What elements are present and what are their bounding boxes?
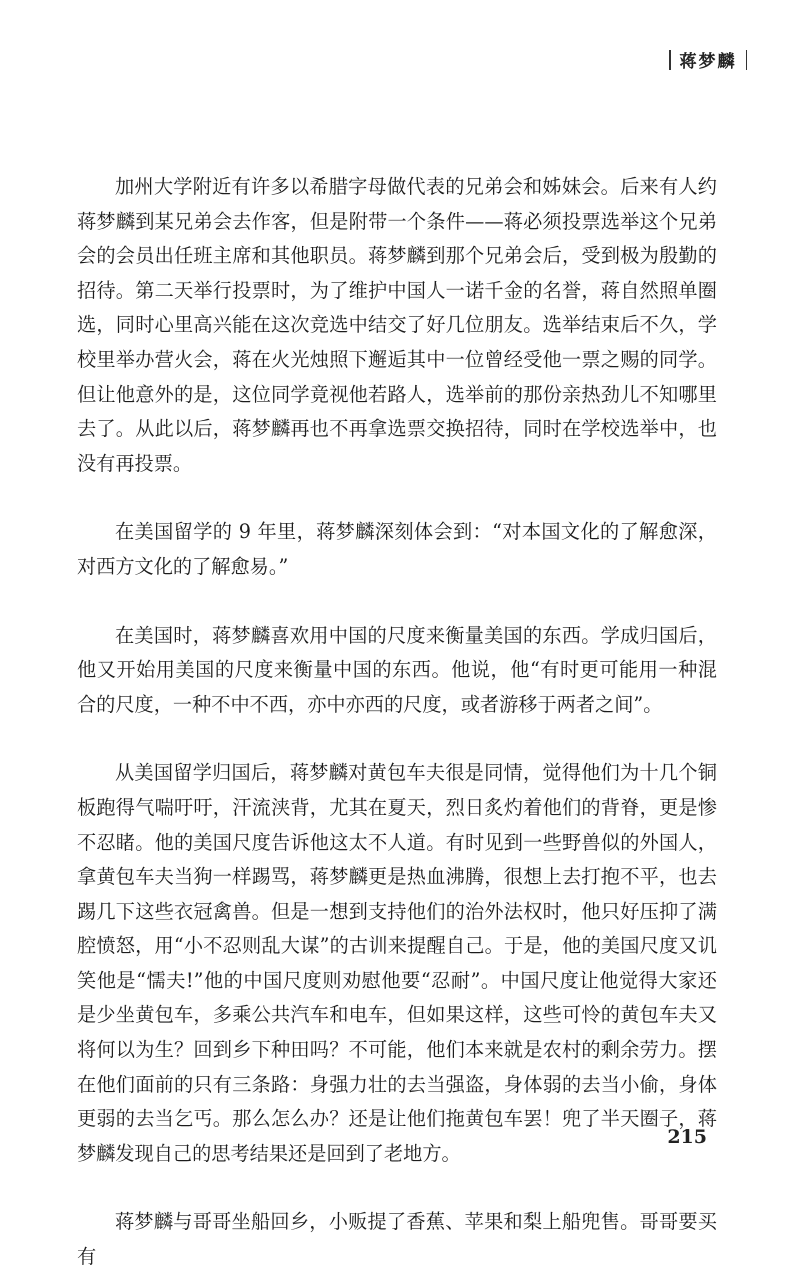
running-header — [660, 47, 756, 72]
header-left-rule — [669, 50, 671, 70]
body-text — [77, 170, 717, 1275]
paragraph-measuring-standards: 在美国时，蒋梦麟喜欢用中国的尺度来衡量美国的东西。学成归国后，他又开始用美国的尺度来衡量中国的东西。他说，他“有时更可能用一种混合的尺度，一种不中不西，亦中亦西的尺度，或者游移于两者之间”。 — [77, 623, 717, 716]
paragraph-rickshaw-pullers: 从美国留学归国后，蒋梦麟对黄包车夫很是同情，觉得他们为十几个铜板跑得气喘吁吁，汗流浃背，尤其在夏天，烈日炙灼着他们的背脊，更是惨不忍睹。他的美国尺度告诉他这太不人道。有时见到一些野兽似的外国人，拿黄包车夫当狗一样踢骂，蒋梦麟更是热血沸腾，很想上去打抱不平，也去踢几下这些衣冠禽兽。但是一想到支持他们的治外法权时，他只好压抑了满腔愤怒，用“小不忍则乱大谋”的古训来提醒自己。于是，他的美国尺度又讥笑他是“懦夫!”他的中国尺度则劝慰他要“忍耐”。中国尺度让他觉得大家还是少坐黄包车，多乘公共汽车和电车，但如果这样，这些可怜的黄包车夫又将何以为生？回到乡下种田吗？不可能，他们本来就是农村的剩余劳力。摆在他们面前的只有三条路：身强力壮的去当强盗，身体弱的去当小偷，身体更弱的去当乞丐。那么怎么办？还是让他们拖黄包车罢！兜了半天圈子，蒋梦麟发现自己的思考结果还是回到了老地方。 — [77, 761, 717, 1165]
paragraph-culture-insight: 在美国留学的 9 年里，蒋梦麟深刻体会到：“对本国文化的了解愈深，对西方文化的了解愈易。” — [77, 520, 717, 578]
paragraph-fraternity-election: 加州大学附近有许多以希腊字母做代表的兄弟会和姊妹会。后来有人约蒋梦麟到某兄弟会去作客，但是附带一个条件——蒋必须投票选举这个兄弟会的会员出任班主席和其他职员。蒋梦麟到那个兄弟会后，受到极为殷勤的招待。第二天举行投票时，为了维护中国人一诺千金的名誉，蒋自然照单圈选，同时心里高兴能在这次竞选中结交了好几位朋友。选举结束后不久，学校里举办营火会，蒋在火光烛照下邂逅其中一位曾经受他一票之赐的同学。但让他意外的是，这位同学竟视他若路人，选举前的那份亲热劲儿不知哪里去了。从此以后，蒋梦麟再也不再拿选票交换招待，同时在学校选举中，也没有再投票。 — [77, 175, 717, 475]
header-right-rule — [746, 50, 748, 70]
paragraph-boat-trip: 蒋梦麟与哥哥坐船回乡，小贩提了香蕉、苹果和梨上船兜售。哥哥要买有 — [77, 1210, 717, 1269]
header-title: 蒋梦麟 — [679, 52, 737, 72]
page-number: 215 — [667, 1126, 707, 1148]
